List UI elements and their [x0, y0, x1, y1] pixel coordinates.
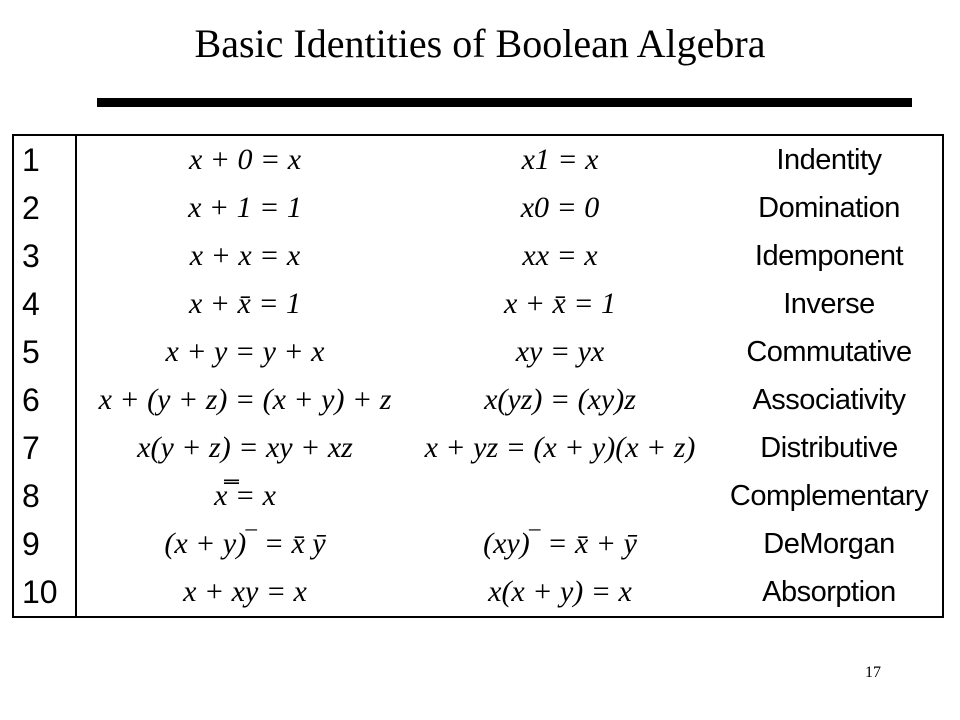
and-law [404, 472, 716, 520]
and-law: xx = x [522, 239, 598, 272]
law-name: Indentity [776, 144, 882, 176]
table-row [14, 376, 942, 424]
and-law: x(x + y) = x [488, 575, 632, 608]
or-law: x + x̄ = 1 [188, 287, 302, 320]
and-law: x + x̄ = 1 [503, 287, 617, 320]
law-name: Complementary [729, 480, 929, 512]
or-law: x(y + z) = xy + xz [137, 431, 353, 464]
law-name: Domination [758, 192, 900, 224]
and-law: x + yz = (x + y)(x + z) [424, 431, 696, 464]
table-row [14, 568, 942, 616]
or-law: x + 0 = x [188, 143, 302, 176]
row-number: 10 [22, 574, 58, 610]
table-row [14, 520, 942, 568]
law-name: Absorption [762, 576, 896, 608]
row-number: 2 [22, 190, 40, 226]
or-law: x + y = y + x [165, 335, 325, 368]
law-name: Idemponent [754, 240, 904, 272]
law-name: Commutative [746, 336, 912, 368]
law-name: DeMorgan [763, 528, 895, 560]
table-row [14, 328, 942, 376]
row-number: 1 [22, 142, 40, 178]
law-name: Associativity [752, 384, 906, 416]
slide-title: Basic Identities of Boolean Algebra [194, 21, 766, 66]
page-number: 17 [865, 664, 881, 681]
table-row [14, 136, 942, 184]
row-number: 7 [22, 430, 40, 466]
identities-table [12, 134, 944, 618]
table-row [14, 280, 942, 328]
row-number: 6 [22, 382, 40, 418]
row-number: 3 [22, 238, 40, 274]
or-law: x + 1 = 1 [188, 191, 302, 224]
law-name: Inverse [783, 288, 875, 320]
and-law: (xy)‾ = x̄ + ȳ [483, 527, 637, 560]
or-law: x + xy = x [183, 575, 307, 608]
title-rule [97, 98, 912, 107]
table-row [14, 232, 942, 280]
row-number: 9 [22, 526, 40, 562]
and-law: x(yz) = (xy)z [484, 383, 636, 416]
table-row [14, 472, 942, 520]
and-law: xy = yx [515, 335, 605, 368]
or-law: (x + y)‾ = x̄ ȳ [164, 527, 326, 560]
and-law: x1 = x [521, 143, 599, 176]
or-law: x + (y + z) = (x + y) + z [98, 383, 392, 416]
or-law: x̿ = x [214, 479, 276, 512]
table-row [14, 184, 942, 232]
row-number: 5 [22, 334, 40, 370]
row-number: 4 [22, 286, 40, 322]
table-row [14, 424, 942, 472]
or-law: x + x = x [189, 239, 301, 272]
row-number: 8 [22, 478, 40, 514]
and-law: x0 = 0 [520, 191, 600, 224]
law-name: Distributive [760, 432, 898, 464]
